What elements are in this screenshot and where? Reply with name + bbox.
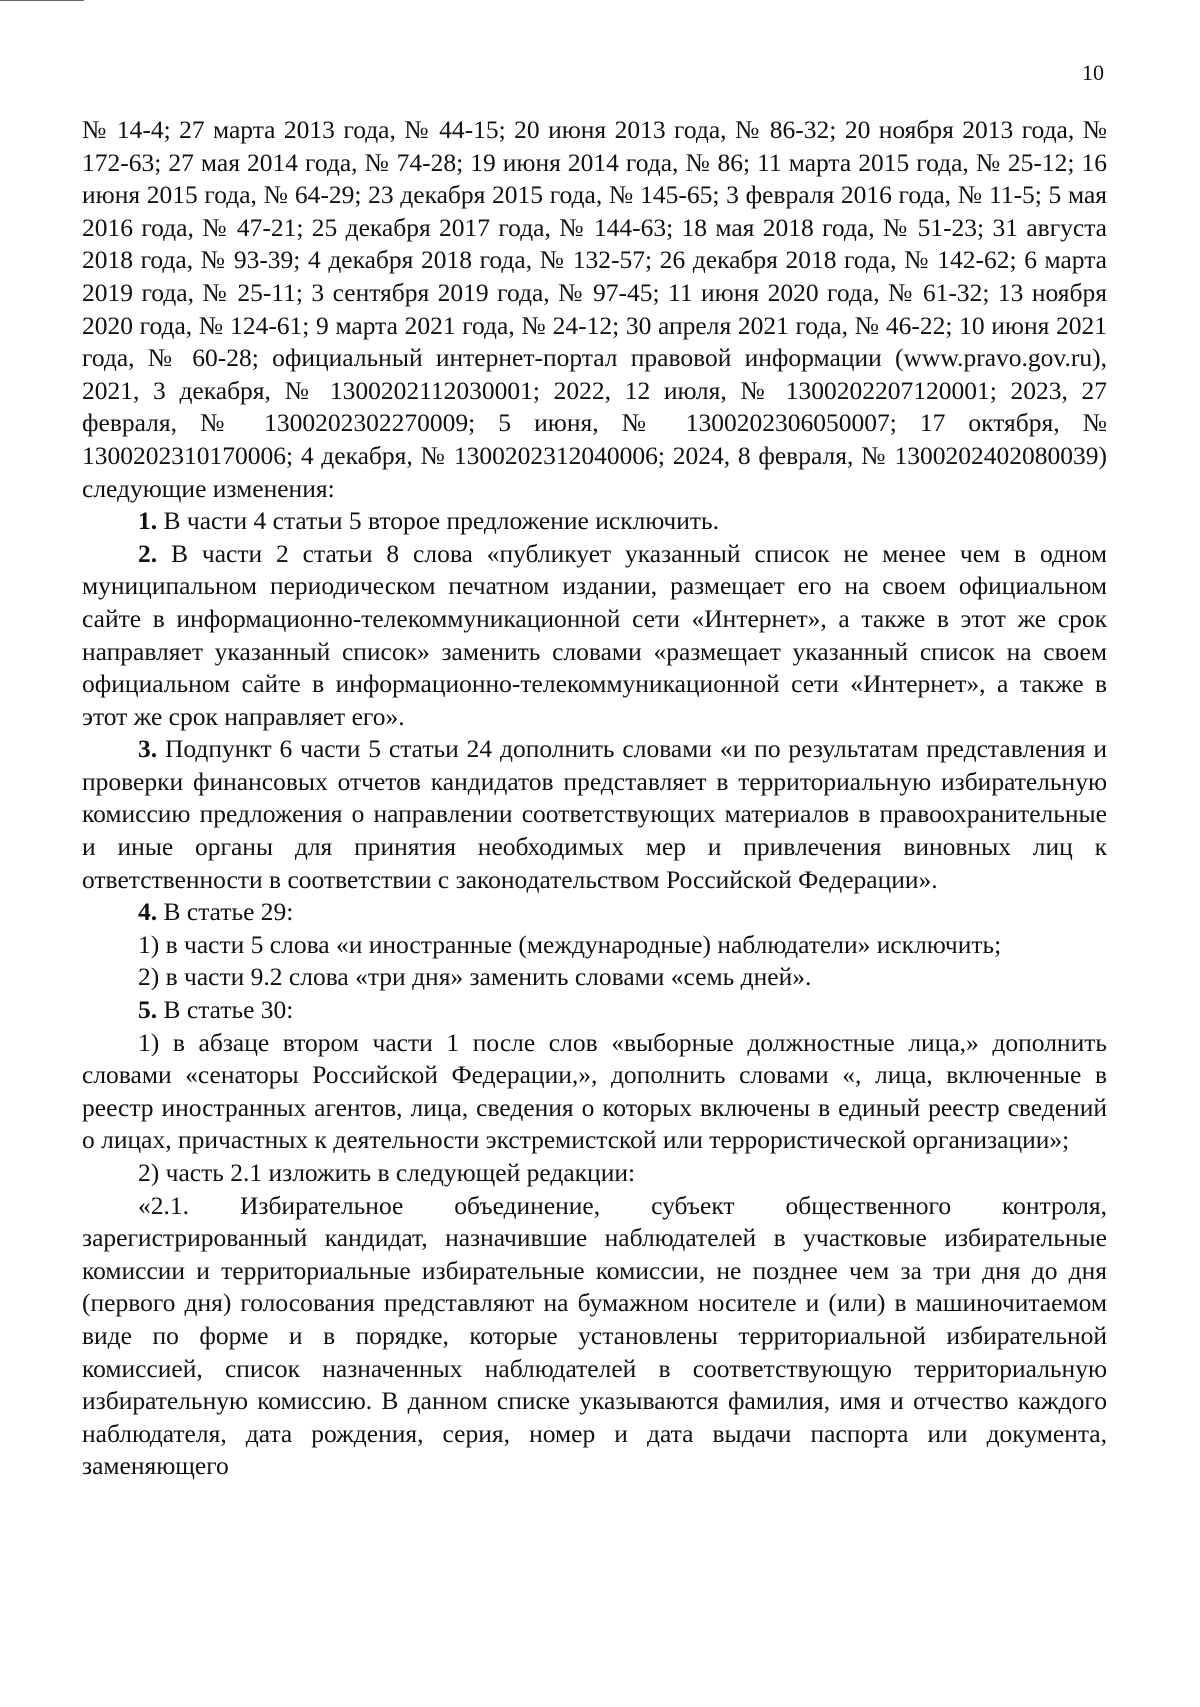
paragraph-subitem-5-1: 1) в абзаце втором части 1 после слов «выборные должностные лица,» дополнить словами «сенаторы Российской Федерации,», дополнить словами «, лица, включенные в реестр иностранных агентов, лица, сведения о которых включены в единый реестр сведений о лицах, причастных к деятельности экстремистской или террористической организации»; [82, 1027, 1107, 1155]
paragraph-item-3: 3. Подпункт 6 части 5 статьи 24 дополнить словами «и по результатам представления и проверки финансовых отчетов кандидатов представляет в территориальную избирательную комиссию предложения о направлении соответствующих материалов в правоохранительные и иные органы для принятия необходимых мер и привлечения виновных лиц к ответственности в соответствии с законодательством Российской Федерации». [82, 734, 1107, 894]
paragraph-intro: № 14-4; 27 марта 2013 года, № 44-15; 20 июня 2013 года, № 86-32; 20 ноября 2013 года, № 172-63; 27 мая 2014 года, № 74-28; 19 июня 2014 года, № 86; 11 марта 2015 года, № 25-12; 16 июня 2015 года, № 64-29; 23 декабря 2015 года, № 145-65; 3 февраля 2016 года, № 11-5; 5 мая 2016 года, № 47-21; 25 декабря 2017 года, № 144-63; 18 мая 2018 года, № 51-23; 31 августа 2018 года, № 93-39; 4 декабря 2018 года, № 132-57; 26 декабря 2018 года, № 142-62; 6 марта 2019 года, № 25-11; 3 сентября 2019 года, № 97-45; 11 июня 2020 года, № 61-32; 13 ноября 2020 года, № 124-61; 9 марта 2021 года, № 24-12; 30 апреля 2021 года, № 46-22; 10 июня 2021 года, № 60-28; официальный интернет-портал правовой информации (www.pravo.gov.ru), 2021, 3 декабря, № 1300202112030001; 2022, 12 июля, № 1300202207120001; 2023, 27 февраля, № 1300202302270009; 5 июня, № 1300202306050007; 17 октября, № 1300202310170006; 4 декабря, № 1300202312040006; 2024, 8 февраля, № 1300202402080039) следующие изменения: [82, 115, 1107, 503]
paragraph-subitem-4-1: 1) в части 5 слова «и иностранные (международные) наблюдатели» исключить; [138, 929, 1002, 959]
item-number: 5. [138, 995, 158, 1025]
scan-edge-line [0, 0, 84, 1]
page-number: 10 [1082, 60, 1104, 85]
item-number: 4. [138, 897, 158, 927]
document-body [82, 114, 1107, 1483]
item-number: 2. [138, 538, 158, 568]
item-number: 1. [138, 506, 158, 536]
paragraph-part-2-1: «2.1. Избирательное объединение, субъект общественного контроля, зарегистрированный кандидат, назначившие наблюдателей в участковые избирательные комиссии и территориальные избирательные комиссии, не позднее чем за три дня до дня (первого дня) голосования представляют на бумажном носителе и (или) в машиночитаемом виде по форме и в порядке, которые установлены территориальной избирательной комиссией, список назначенных наблюдателей в соответствующую территориальную избирательную комиссию. В данном списке указываются фамилия, имя и отчество каждого наблюдателя, дата рождения, серия, номер и дата выдачи паспорта или документа, заменяющего [82, 1190, 1107, 1481]
paragraph-item-1: 1. В части 4 статьи 5 второе предложение исключить. [138, 506, 720, 536]
paragraph-item-5: 5. В статье 30: [138, 995, 294, 1025]
paragraph-item-2: 2. В части 2 статьи 8 слова «публикует указанный список не менее чем в одном муниципальном периодическом печатном издании, размещает его на своем официальном сайте в информационно-телекоммуникационной сети «Интернет», а также в этот же срок направляет указанный список» заменить словами «размещает указанный список на своем официальном сайте в информационно-телекоммуникационной сети «Интернет», а также в этот же срок направляет его». [82, 538, 1107, 731]
item-number: 3. [138, 734, 158, 764]
paragraph-item-4: 4. В статье 29: [138, 897, 294, 927]
paragraph-subitem-4-2: 2) в части 9.2 слова «три дня» заменить словами «семь дней». [138, 962, 812, 992]
paragraph-subitem-5-2: 2) часть 2.1 изложить в следующей редакции: [138, 1158, 636, 1187]
